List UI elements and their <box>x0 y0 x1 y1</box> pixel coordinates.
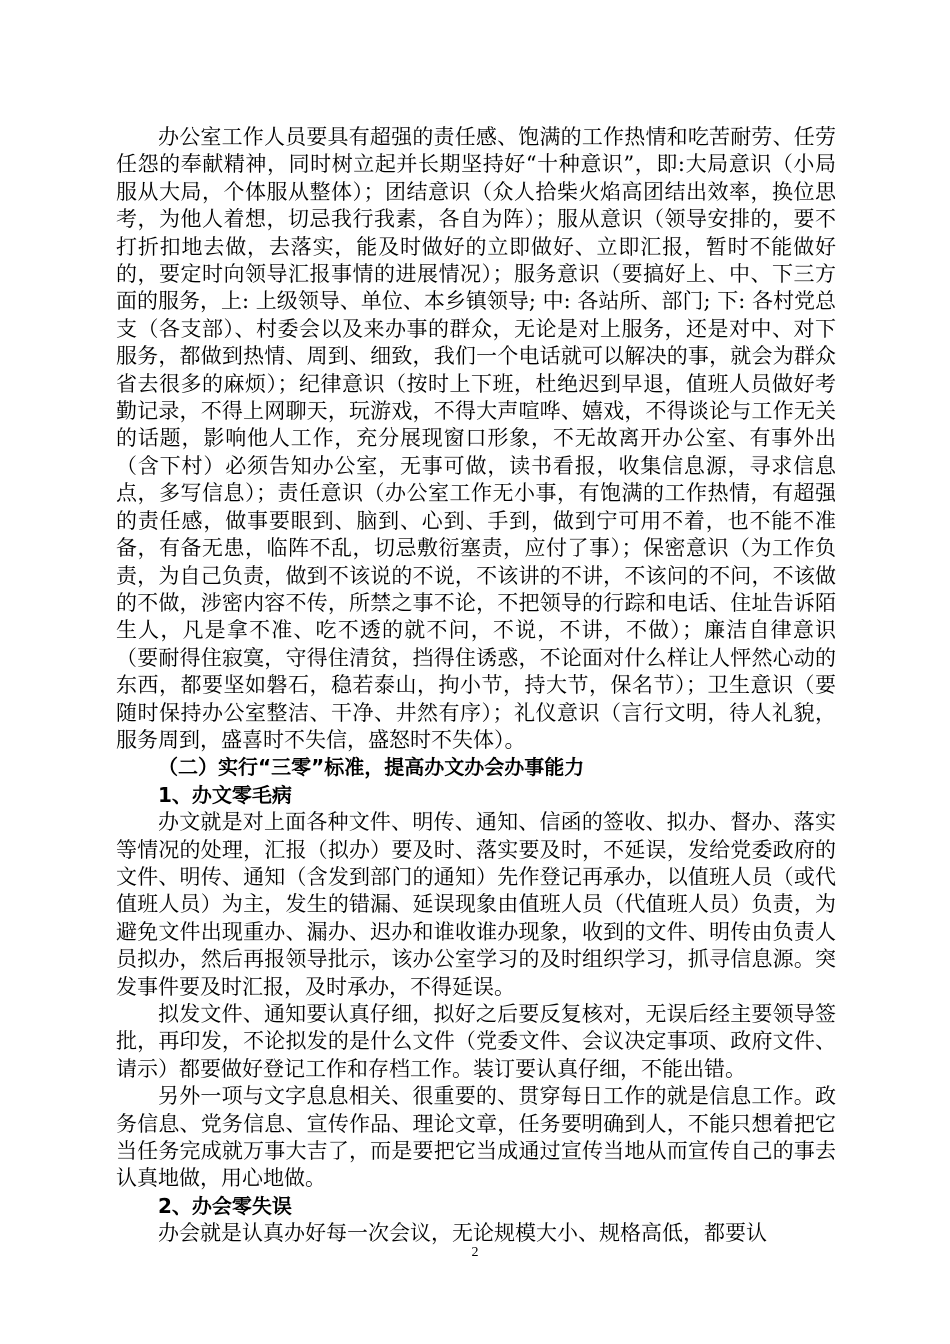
subsection-heading-2: 2、办会零失误 <box>158 1193 292 1218</box>
document-body <box>116 124 836 1248</box>
subsection-heading-1: 1、办文零毛病 <box>158 782 292 807</box>
paragraph-meeting-handling: 办会就是认真办好每一次会议，无论规模大小、规格高低，都要认 <box>158 1221 767 1246</box>
section-heading: （二）实行“三零”标准，提高办文办会办事能力 <box>158 755 585 780</box>
paragraph-document-handling: 办文就是对上面各种文件、明传、通知、信函的签收、拟办、督办、落实等情况的处理，汇报（拟办）要及时、落实要及时，不延误，发给党委政府的文件、明传、通知（含发到部门的通知）先作登记再承办，以值班人员（或代值班人员）为主，发生的错漏、延误现象由值班人员（代值班人员）负责，为避免文件出现重办、漏办、迟办和谁收谁办现象，收到的文件、明传由负责人员拟办，然后再报领导批示，该办公室学习的及时组织学习，抓寻信息源。突发事件要及时汇报，及时承办，不得延误。 <box>116 810 836 999</box>
paragraph-ten-awareness: 办公室工作人员要具有超强的责任感、饱满的工作热情和吃苦耐劳、任劳任怨的奉献精神，同时树立起并长期坚持好“十种意识”，即:大局意识（小局服从大局，个体服从整体）；团结意识（众人拾柴火焰高团结出效率，换位思考，为他人着想，切忌我行我素，各自为阵）；服从意识（领导安排的，要不打折扣地去做，去落实，能及时做好的立即做好、立即汇报，暂时不能做好的，要定时向领导汇报事情的进展情况）；服务意识（要搞好上、中、下三方面的服务，上: 上级领导、单位、本乡镇领导; 中: 各站所、部门; 下: 各村党总支（各支部）、村委会以及来办事的群众，无论是对上服务，还是对中、对下服务，都做到热情、周到、细致，我们一个电话就可以解决的事，就会为群众省去很多的麻烦）；纪律意识（按时上下班，杜绝迟到早退，值班人员做好考勤记录，不得上网聊天，玩游戏，不得大声喧哗、嬉戏，不得谈论与工作无关的话题，影响他人工作，充分展现窗口形象，不无故离开办公室、有事外出（含下村）必须告知办公室，无事可做，读书看报，收集信息源，寻求信息点，多写信息）；责任意识（办公室工作无小事，有饱满的工作热情，有超强的责任感，做事要眼到、脑到、心到、手到，做到宁可用不着，也不能不准备，有备无患，临阵不乱，切忌敷衍塞责，应付了事）；保密意识（为工作负责，为自己负责，做到不该说的不说，不该讲的不讲，不该问的不问，不该做的不做，涉密内容不传，所禁之事不论，不把领导的行踪和电话、住址告诉陌生人，凡是拿不准、吃不透的就不问，不说，不讲，不做）；廉洁自律意识（要耐得住寂寞，守得住清贫，挡得住诱惑，不论面对什么样让人怦然心动的东西，都要坚如磐石，稳若泰山，拘小节，持大节，保名节）；卫生意识（要随时保持办公室整洁、干净、井然有序）；礼仪意识（言行文明，待人礼貌，服务周到，盛喜时不失信，盛怒时不失体）。 <box>116 125 836 752</box>
paragraph-information-work: 另外一项与文字息息相关、很重要的、贯穿每日工作的就是信息工作。政务信息、党务信息、宣传作品、理论文章，任务要明确到人，不能只想着把它当任务完成就万事大吉了，而是要把它当成通过宣传当地从而宣传自己的事去认真地做，用心地做。 <box>116 1084 836 1191</box>
paragraph-drafting: 拟发文件、通知要认真仔细，拟好之后要反复核对，无误后经主要领导签批，再印发，不论拟发的是什么文件（党委文件、会议决定事项、政府文件、请示）都要做好登记工作和存档工作。装订要认真仔细，不能出错。 <box>116 1002 836 1081</box>
page-number: 2 <box>471 1245 479 1260</box>
